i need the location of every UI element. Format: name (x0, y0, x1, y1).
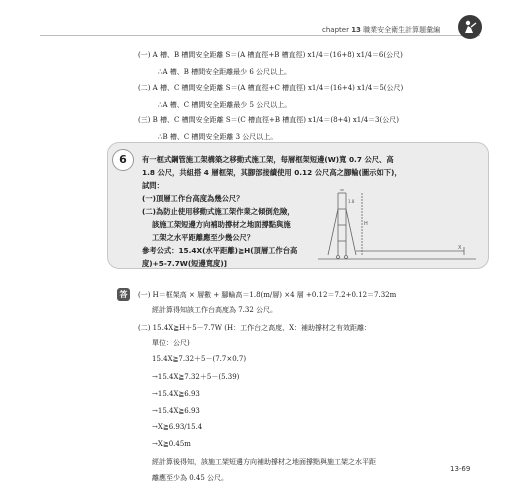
conclusion-line-1: ∴A 槽、B 槽間安全距離最少 6 公尺以上。 (158, 68, 292, 76)
answer-line-1: (一) H＝框架高 × 層數 + 腳輪高＝1.8(m/層) ×4 層 +0.12＝7.2+0.12＝7.32m (138, 291, 397, 299)
step-3: →15.4X≧6.93 (152, 390, 200, 398)
question-line-3: 試問： (142, 181, 164, 190)
chapter-header (322, 25, 440, 35)
step-5: →X≧6.93/15.4 (152, 423, 203, 431)
scaffold-diagram (318, 189, 478, 263)
answer-line-2: 經計算得知該工作台高度為 7.32 公尺。 (152, 306, 278, 314)
question-part-1: (一)頂層工作台高度為幾公尺？ (142, 194, 244, 203)
reference-formula-1: 參考公式：15.4X(水平距離)≧H(頂層工作台高 (142, 246, 298, 255)
chapter-number: 13 (351, 26, 361, 34)
step-6: →X≧0.45m (152, 440, 191, 448)
diagram-label-h: H (364, 221, 368, 227)
header-rule (40, 35, 480, 36)
reference-formula-2: 度)+5-7.7W(短邊寬度)] (142, 259, 228, 268)
calc-line-2: (二) A 槽、C 槽間安全距離 S＝(A 槽直徑+C 槽直徑) x1/4＝(16+4) x1/4＝5(公尺) (138, 84, 404, 92)
step-2: →15.4X≧7.32＋5－(5.39) (152, 373, 240, 381)
question-part-2: (二)為防止使用移動式施工架作業之傾倒危險， (142, 207, 295, 216)
worker-icon (458, 15, 482, 39)
diagram-label-x: X (458, 245, 462, 251)
conclusion-2: 離應至少為 0.45 公尺。 (152, 474, 229, 482)
calc-line-1: (一) A 槽、B 槽間安全距離 S＝(A 槽直徑+B 槽直徑) x1/4＝(16+8) x1/4＝6(公尺) (138, 51, 403, 59)
answer-badge: 答 (117, 288, 130, 301)
question-part-2-cont-2: 工架之水平距離應至少幾公尺？ (152, 233, 255, 242)
conclusion-1: 經計算後得知，該施工架短邊方向補助撐材之地面撐點與施工架之水平距 (152, 458, 376, 466)
answer-line-3: (二) 15.4X≧H＋5－7.7W (H：工作台之高度、X：補助撐材之有效距離： (138, 324, 372, 332)
calc-line-3: (三) B 槽、C 槽間安全距離 S＝(C 槽直徑+B 槽直徑) x1/4＝(8+4) x1/4＝3(公尺) (138, 116, 399, 124)
diagram-label-dim: 1.8 (348, 199, 355, 204)
step-1: 15.4X≧7.32＋5－(7.7×0.7) (152, 355, 247, 363)
page-number: 13-69 (450, 465, 471, 473)
question-line-2: 1.8 公尺，共組搭 4 層框架，其腳部接續使用 0.12 公尺高之腳輪(圖示如下)， (142, 168, 402, 177)
diagram-label-w: W (340, 189, 344, 192)
step-4: →15.4X≧6.93 (152, 407, 200, 415)
conclusion-line-3: ∴B 槽、C 槽間安全距離 3 公尺以上。 (158, 133, 278, 141)
question-part-2-cont-1: 該施工架短邊方向補助撐材之地面撐點與施 (152, 220, 291, 229)
question-line-1: 有一框式鋼管施工架構築之移動式施工架，每層框架短邊(W)寬 0.7 公尺、高 (142, 155, 394, 164)
answer-line-4: 單位：公尺) (152, 339, 190, 347)
chapter-title: 職業安全衛生計算題彙編 (363, 26, 441, 34)
conclusion-line-2: ∴A 槽、C 槽間安全距離最少 5 公尺以上。 (158, 101, 292, 109)
question-number: 6 (112, 149, 134, 171)
chapter-word: chapter (322, 26, 349, 34)
